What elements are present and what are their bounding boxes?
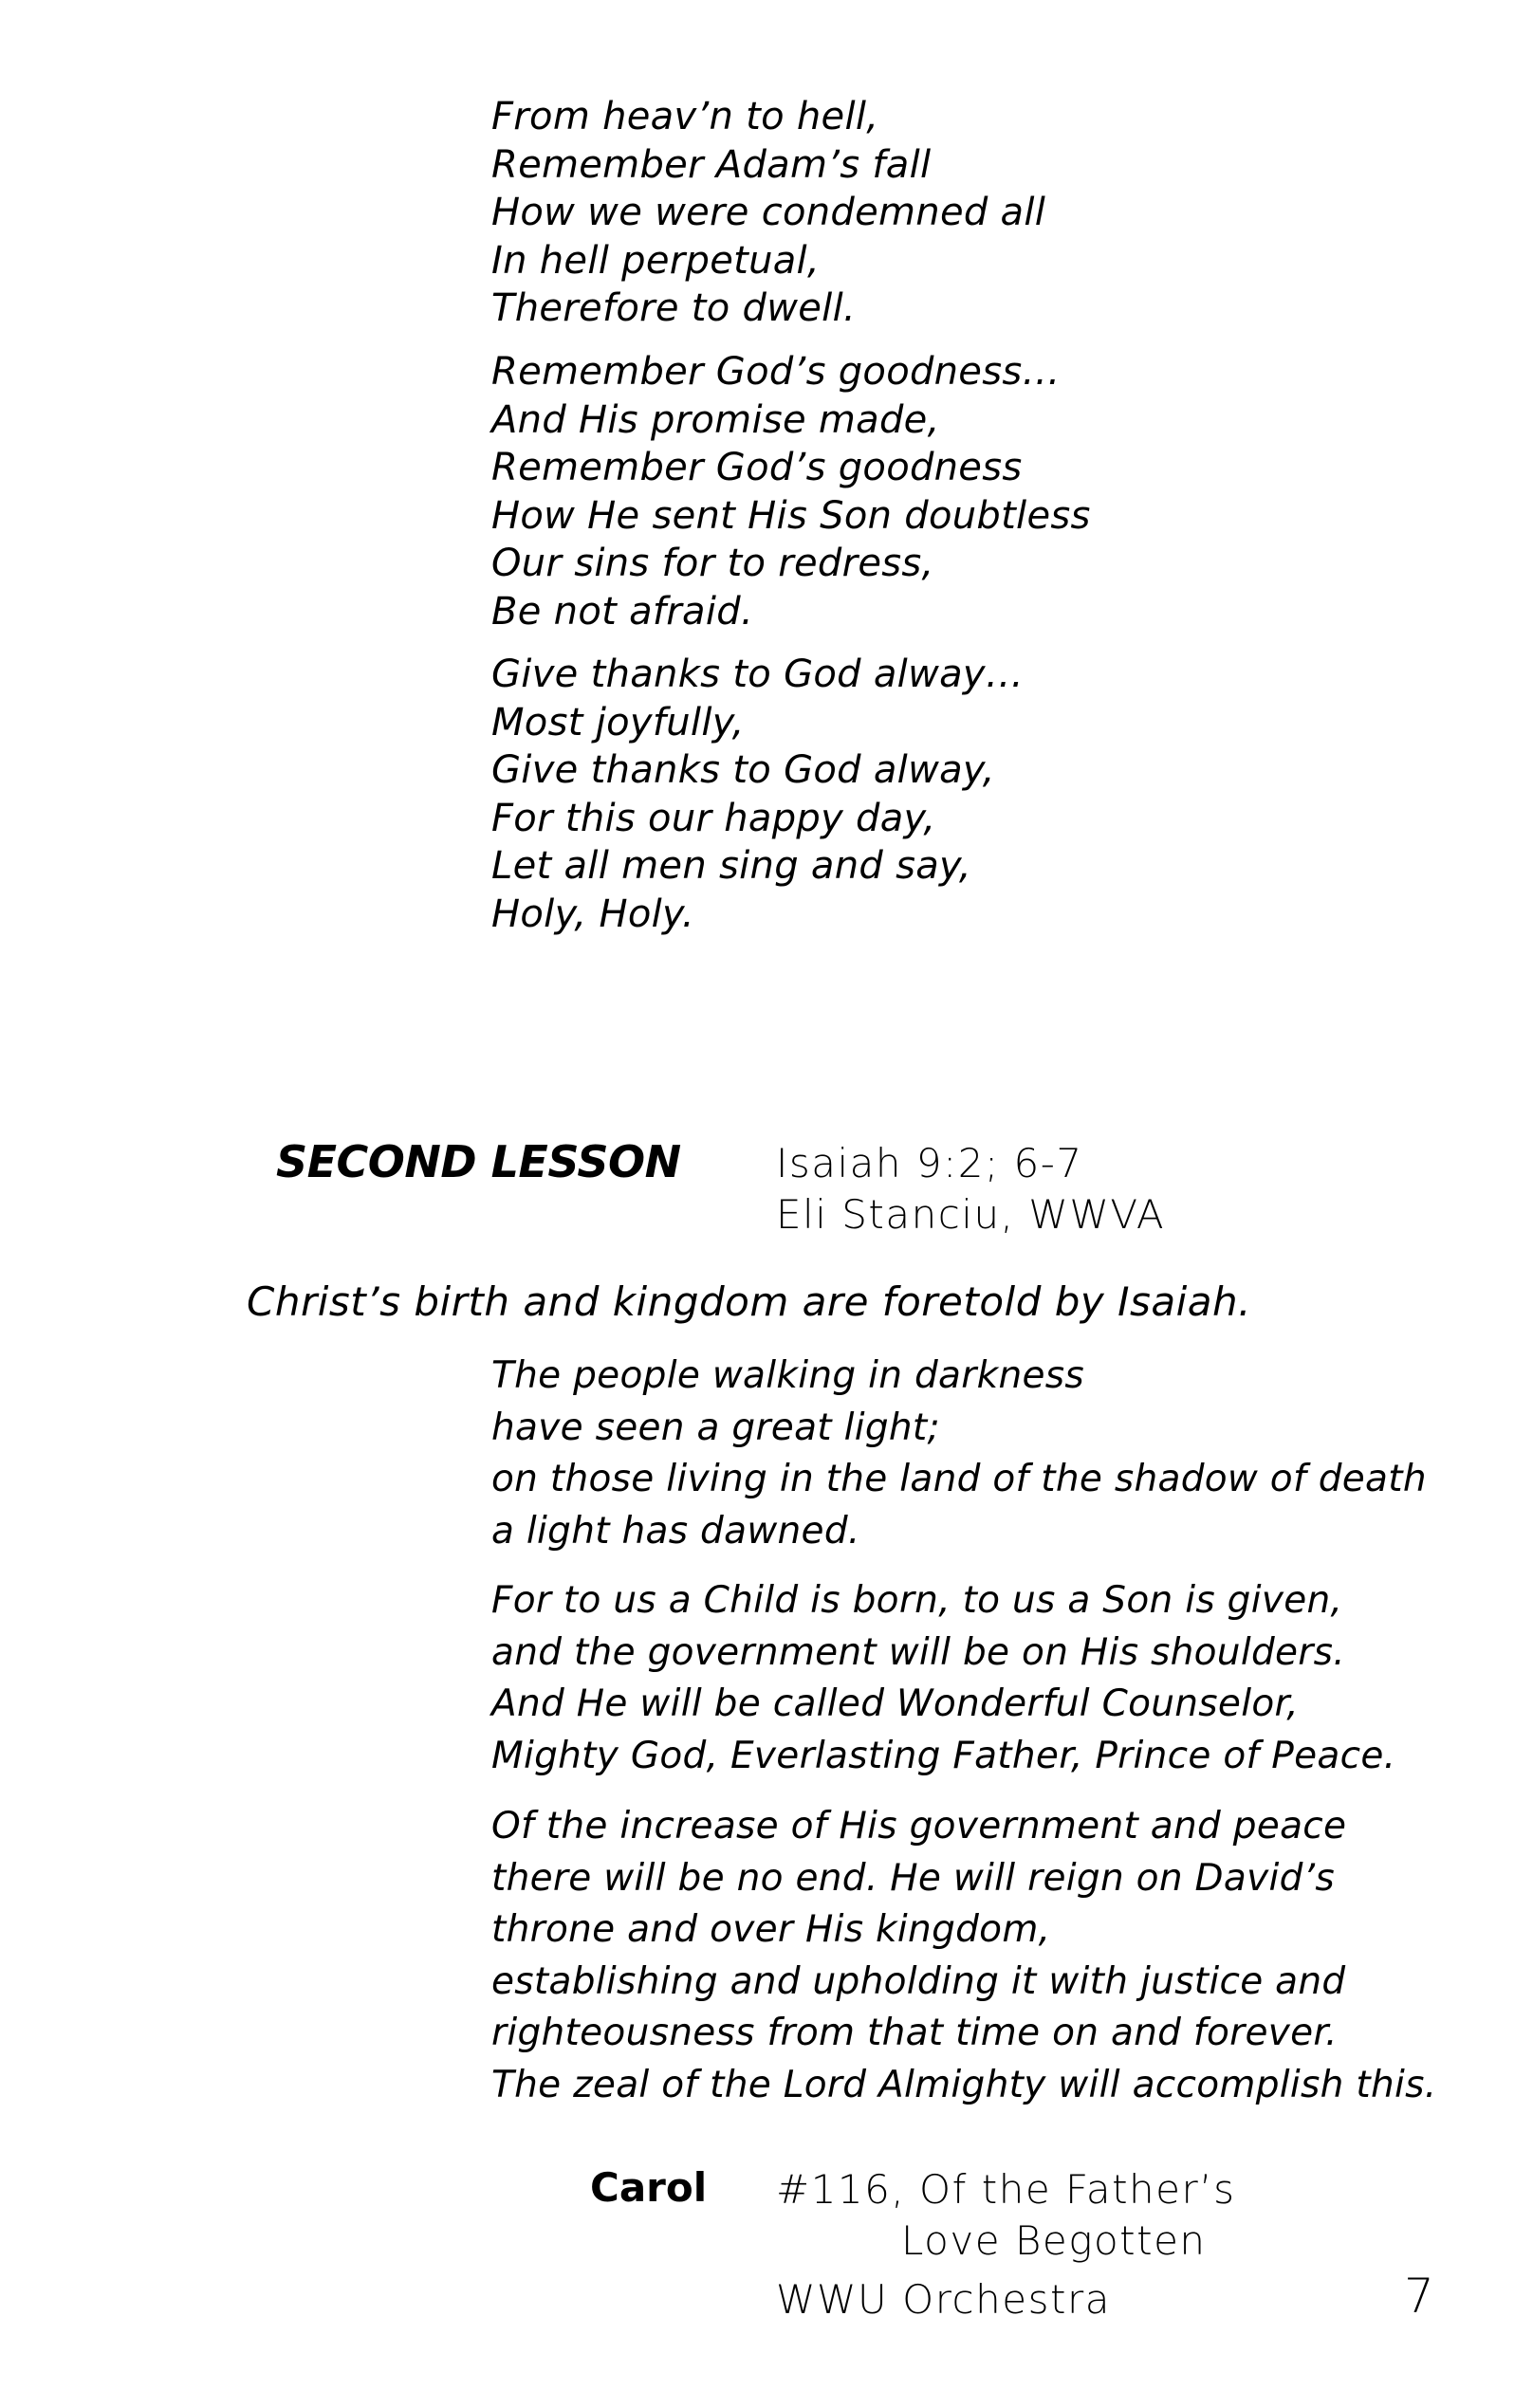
hymn-line: For this our happy day, <box>491 796 936 840</box>
reading-line: For to us a Child is born, to us a Son is given, <box>491 1579 1343 1622</box>
reading-line: And He will be called Wonderful Counselor, <box>491 1682 1299 1725</box>
reading-line: Mighty God, Everlasting Father, Prince of Peace. <box>491 1734 1396 1777</box>
reading-line: there will be no end. He will reign on David’s <box>491 1856 1335 1900</box>
hymn-line: From heav’n to hell, <box>491 95 879 138</box>
reading-line: Of the increase of His government and peace <box>491 1805 1347 1847</box>
hymn-line: And His promise made, <box>491 397 940 442</box>
carol-performer: WWU Orchestra <box>776 2276 1111 2323</box>
carol-label: Carol <box>590 2164 708 2211</box>
carol-title-line: #116, Of the Father’s <box>776 2166 1236 2213</box>
hymn-line: Therefore to dwell. <box>491 286 857 330</box>
hymn-line: In hell perpetual, <box>491 238 820 283</box>
hymn-stanza-1 <box>491 93 1045 333</box>
reading-paragraph-1 <box>491 1351 1427 1557</box>
reading-line: The people walking in darkness <box>491 1354 1085 1397</box>
reading-paragraph-3 <box>491 1801 1436 2111</box>
hymn-line: Let all men sing and say, <box>491 844 971 888</box>
carol-title-line: Love Begotten <box>901 2217 1207 2264</box>
lesson-heading: SECOND LESSON <box>276 1136 681 1187</box>
hymn-stanza-2 <box>491 348 1091 635</box>
reading-line: righteousness from that time on and forever. <box>491 2012 1338 2054</box>
hymn-line: Most joyfully, <box>491 700 745 744</box>
reading-line: a light has dawned. <box>491 1509 860 1553</box>
hymn-line: Remember God’s goodness <box>491 446 1023 489</box>
scripture-reference: Isaiah 9:2; 6-7 <box>776 1140 1083 1186</box>
lesson-summary: Christ’s birth and kingdom are foretold by Isaiah. <box>247 1278 1251 1325</box>
lesson-reader: Eli Stanciu, WWVA <box>776 1191 1166 1238</box>
hymn-line: How He sent His Son doubtless <box>491 493 1091 538</box>
carol-title <box>776 2164 1236 2267</box>
lesson-reference-block <box>776 1138 1165 1241</box>
hymn-line: Give thanks to God alway… <box>491 653 1025 696</box>
hymn-line: Our sins for to redress, <box>491 542 934 585</box>
reading-paragraph-2 <box>491 1575 1395 1782</box>
reading-line: have seen a great light; <box>491 1406 940 1449</box>
hymn-line: How we were condemned all <box>491 191 1046 234</box>
reading-line: throne and over His kingdom, <box>491 1908 1051 1951</box>
hymn-line: Give thanks to God alway, <box>491 748 995 792</box>
hymn-line: Be not afraid. <box>491 589 753 634</box>
page-number: 7 <box>1404 2269 1434 2324</box>
reading-line: The zeal of the Lord Almighty will accomplish this. <box>491 2063 1437 2106</box>
hymn-line: Holy, Holy. <box>491 892 694 936</box>
hymn-stanza-3 <box>491 651 1024 938</box>
reading-line: on those living in the land of the shadow of death <box>491 1458 1427 1500</box>
reading-line: establishing and upholding it with justice and <box>491 1959 1346 2003</box>
hymn-line: Remember Adam’s fall <box>491 142 932 187</box>
hymn-line: Remember God’s goodness… <box>491 350 1061 394</box>
reading-line: and the government will be on His shoulders. <box>491 1630 1345 1674</box>
